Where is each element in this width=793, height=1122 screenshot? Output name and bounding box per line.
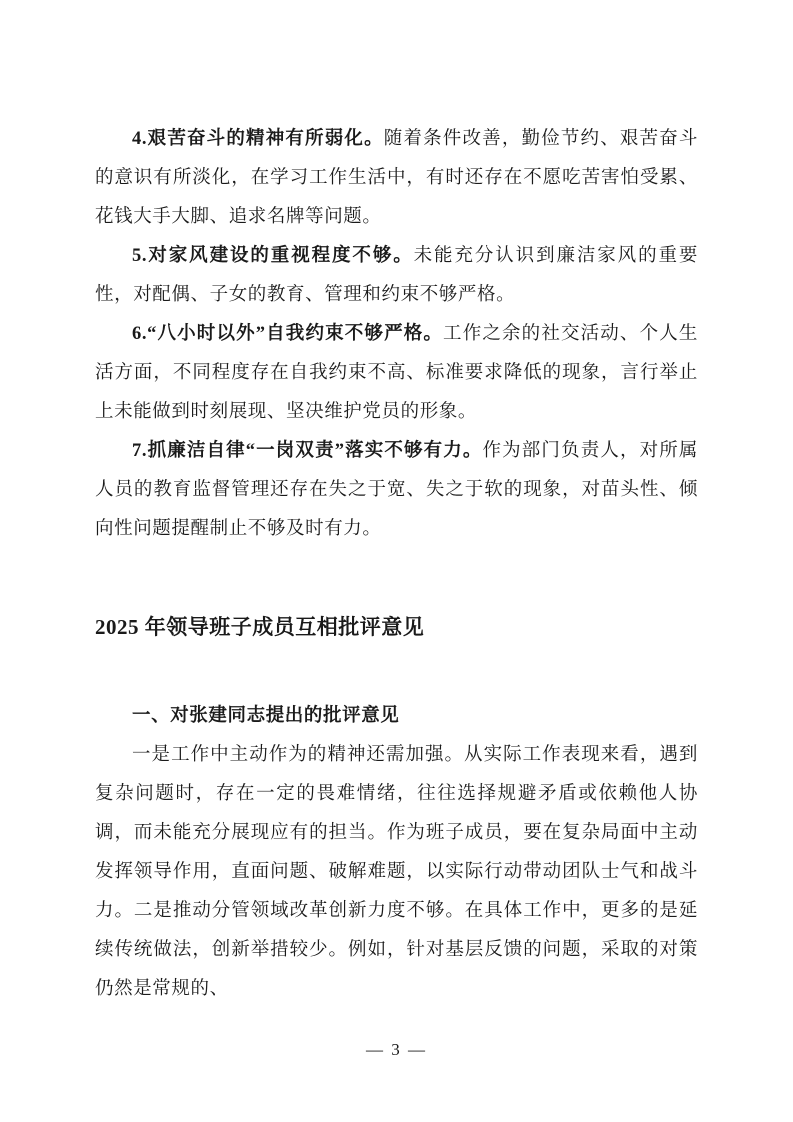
section-spacer-top bbox=[95, 549, 698, 609]
paragraph-6-text: 工作之余的社交活动、个人生活方面，不同程度存在自我约束不高、标准要求降低的现象，言行举止上未能做到时刻展现、坚决维护党员的形象。 bbox=[95, 324, 698, 422]
sub-heading: 一、对张建同志提出的批评意见 bbox=[132, 706, 400, 726]
paragraph-4-lead: 4.艰苦奋斗的精神有所弱化。 bbox=[132, 129, 384, 149]
paragraph-6-lead: 6.“八小时以外”自我约束不够严格。 bbox=[132, 324, 444, 344]
paragraph-item-4 bbox=[95, 120, 698, 237]
paragraph-item-7 bbox=[95, 432, 698, 549]
page-number: — 3 — bbox=[366, 1040, 427, 1059]
paragraph-item-5 bbox=[95, 237, 698, 315]
paragraph-5-text: 未能充分认识到廉洁家风的重要性，对配偶、子女的教育、管理和约束不够严格。 bbox=[95, 246, 698, 305]
document-body bbox=[95, 120, 698, 1009]
section-spacer-bottom bbox=[95, 645, 698, 697]
paragraph-4-text: 随着条件改善，勤俭节约、艰苦奋斗的意识有所淡化，在学习工作生活中，有时还存在不愿吃苦害怕受累、花钱大手大脚、追求名牌等问题。 bbox=[95, 129, 698, 227]
paragraph-5-lead: 5.对家风建设的重视程度不够。 bbox=[132, 246, 414, 266]
section-heading: 2025 年领导班子成员互相批评意见 bbox=[95, 615, 425, 639]
section-body-paragraph: 一是工作中主动作为的精神还需加强。从实际工作表现来看，遇到复杂问题时，存在一定的畏难情绪，往往选择规避矛盾或依赖他人协调，而未能充分展现应有的担当。作为班子成员，要在复杂局面中主动发挥领导作用，直面问题、破解难题，以实际行动带动团队士气和战斗力。二是推动分管领域改革创新力度不够。在具体工作中，更多的是延续传统做法，创新举措较少。例如，针对基层反馈的问题，采取的对策仍然是常规的、 bbox=[95, 745, 698, 999]
paragraph-7-text: 作为部门负责人，对所属人员的教育监督管理还存在失之于宽、失之于软的现象，对苗头性、倾向性问题提醒制止不够及时有力。 bbox=[95, 441, 698, 539]
paragraph-7-lead: 7.抓廉洁自律“一岗双责”落实不够有力。 bbox=[132, 441, 483, 461]
paragraph-item-6 bbox=[95, 315, 698, 432]
